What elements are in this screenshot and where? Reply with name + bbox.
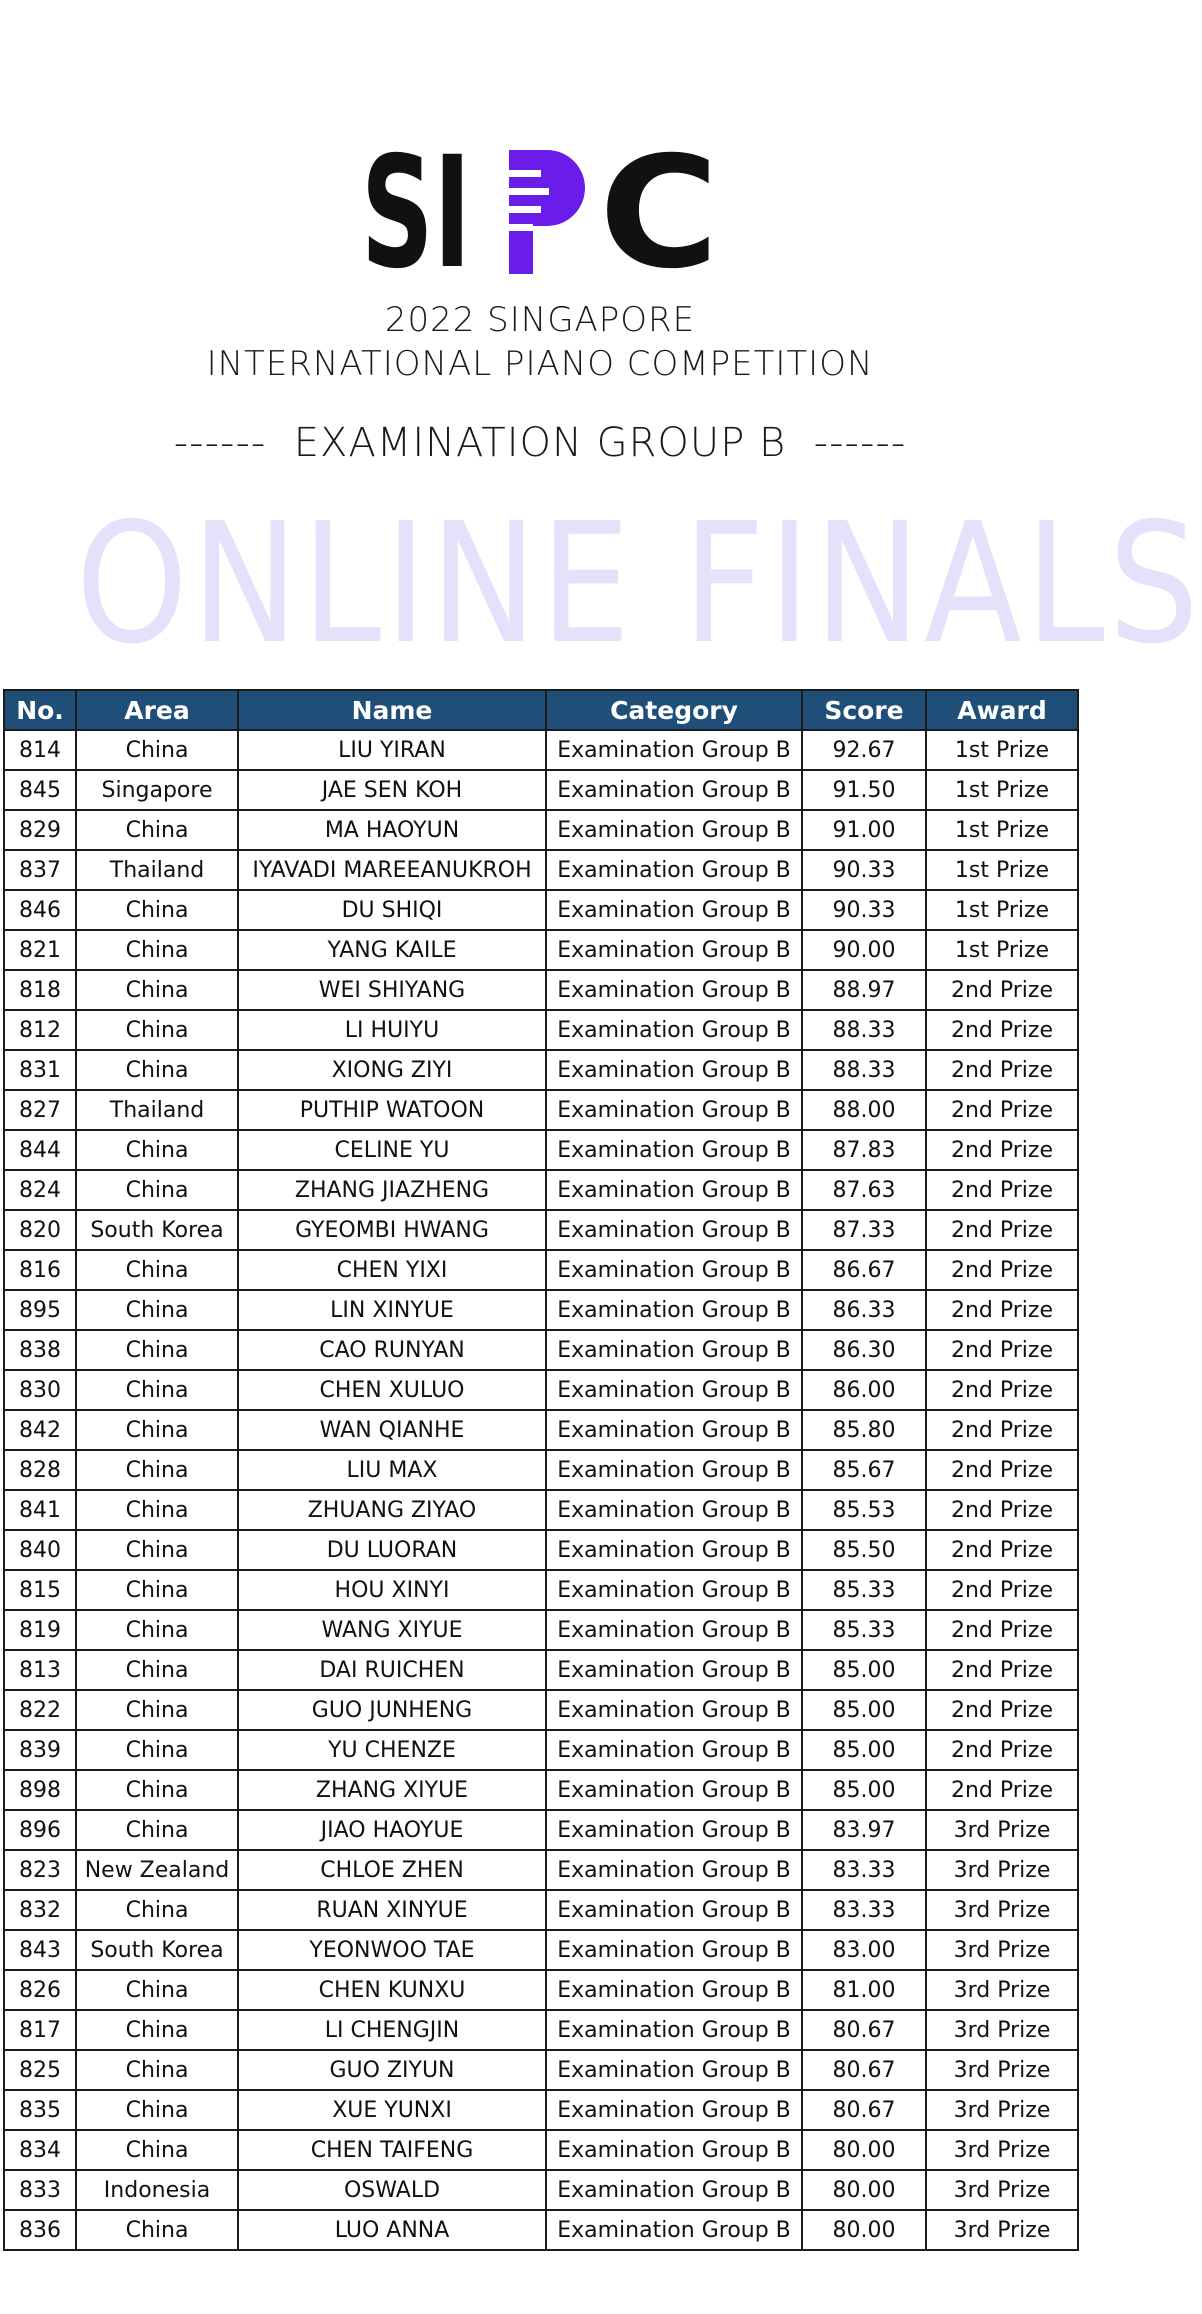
cell-no: 843 <box>4 1930 76 1970</box>
table-row <box>4 1010 1078 1050</box>
cell-score: 85.50 <box>802 1530 926 1570</box>
cell-no: 826 <box>4 1970 76 2010</box>
cell-no: 898 <box>4 1770 76 1810</box>
table-row <box>4 1250 1078 1290</box>
cell-score: 90.33 <box>802 890 926 930</box>
cell-score: 86.00 <box>802 1370 926 1410</box>
results-table <box>3 689 1079 2251</box>
cell-name: RUAN XINYUE <box>238 1890 546 1930</box>
cell-category: Examination Group B <box>546 1170 802 1210</box>
cell-score: 86.33 <box>802 1290 926 1330</box>
cell-no: 896 <box>4 1810 76 1850</box>
cell-award: 2nd Prize <box>926 1130 1078 1170</box>
cell-area: China <box>76 1170 238 1210</box>
cell-award: 2nd Prize <box>926 1250 1078 1290</box>
cell-area: China <box>76 810 238 850</box>
cell-category: Examination Group B <box>546 1010 802 1050</box>
cell-name: GUO ZIYUN <box>238 2050 546 2090</box>
cell-name: CELINE YU <box>238 1130 546 1170</box>
cell-area: China <box>76 1770 238 1810</box>
cell-area: China <box>76 1450 238 1490</box>
cell-no: 824 <box>4 1170 76 1210</box>
cell-score: 86.67 <box>802 1250 926 1290</box>
cell-area: China <box>76 890 238 930</box>
cell-no: 838 <box>4 1330 76 1370</box>
cell-award: 3rd Prize <box>926 2210 1078 2250</box>
cell-no: 836 <box>4 2210 76 2250</box>
cell-award: 2nd Prize <box>926 1330 1078 1370</box>
cell-no: 822 <box>4 1690 76 1730</box>
cell-name: XIONG ZIYI <box>238 1050 546 1090</box>
cell-category: Examination Group B <box>546 1090 802 1130</box>
cell-score: 83.33 <box>802 1890 926 1930</box>
cell-award: 1st Prize <box>926 890 1078 930</box>
cell-award: 2nd Prize <box>926 1730 1078 1770</box>
cell-no: 834 <box>4 2130 76 2170</box>
cell-name: LI CHENGJIN <box>238 2010 546 2050</box>
table-row <box>4 1170 1078 1210</box>
cell-award: 2nd Prize <box>926 1570 1078 1610</box>
cell-name: XUE YUNXI <box>238 2090 546 2130</box>
table-row <box>4 1410 1078 1450</box>
cell-name: YU CHENZE <box>238 1730 546 1770</box>
group-subtitle: ------ EXAMINATION GROUP B ------ <box>173 420 907 466</box>
cell-no: 837 <box>4 850 76 890</box>
cell-score: 83.00 <box>802 1930 926 1970</box>
cell-name: CAO RUNYAN <box>238 1330 546 1370</box>
cell-no: 831 <box>4 1050 76 1090</box>
cell-award: 1st Prize <box>926 730 1078 770</box>
cell-name: PUTHIP WATOON <box>238 1090 546 1130</box>
cell-no: 814 <box>4 730 76 770</box>
table-row <box>4 1490 1078 1530</box>
table-row <box>4 1930 1078 1970</box>
cell-area: China <box>76 1130 238 1170</box>
online-finals-watermark: ONLINE FINALS <box>75 488 1202 681</box>
cell-score: 85.33 <box>802 1610 926 1650</box>
cell-area: China <box>76 1970 238 2010</box>
cell-name: ZHUANG ZIYAO <box>238 1490 546 1530</box>
table-row <box>4 1130 1078 1170</box>
cell-area: China <box>76 2210 238 2250</box>
col-header-area: Area <box>76 690 238 730</box>
cell-area: South Korea <box>76 1930 238 1970</box>
cell-name: MA HAOYUN <box>238 810 546 850</box>
cell-area: China <box>76 1570 238 1610</box>
table-row <box>4 1450 1078 1490</box>
table-row <box>4 930 1078 970</box>
svg-text:C: C <box>599 124 719 303</box>
cell-no: 818 <box>4 970 76 1010</box>
cell-name: LIU YIRAN <box>238 730 546 770</box>
cell-score: 83.97 <box>802 1810 926 1850</box>
cell-no: 815 <box>4 1570 76 1610</box>
cell-category: Examination Group B <box>546 1370 802 1410</box>
cell-area: China <box>76 1730 238 1770</box>
col-header-no: No. <box>4 690 76 730</box>
table-row <box>4 1650 1078 1690</box>
cell-score: 85.00 <box>802 1690 926 1730</box>
cell-category: Examination Group B <box>546 2050 802 2090</box>
cell-no: 832 <box>4 1890 76 1930</box>
cell-no: 829 <box>4 810 76 850</box>
cell-name: JAE SEN KOH <box>238 770 546 810</box>
cell-award: 2nd Prize <box>926 1370 1078 1410</box>
cell-category: Examination Group B <box>546 1730 802 1770</box>
col-header-award: Award <box>926 690 1078 730</box>
cell-category: Examination Group B <box>546 1050 802 1090</box>
cell-score: 80.00 <box>802 2210 926 2250</box>
cell-no: 812 <box>4 1010 76 1050</box>
cell-award: 3rd Prize <box>926 1810 1078 1850</box>
cell-award: 3rd Prize <box>926 2050 1078 2090</box>
cell-name: CHEN YIXI <box>238 1250 546 1290</box>
cell-category: Examination Group B <box>546 1930 802 1970</box>
cell-no: 895 <box>4 1290 76 1330</box>
cell-area: China <box>76 2130 238 2170</box>
table-row <box>4 770 1078 810</box>
cell-area: Singapore <box>76 770 238 810</box>
cell-name: DAI RUICHEN <box>238 1650 546 1690</box>
cell-name: WEI SHIYANG <box>238 970 546 1010</box>
cell-no: 842 <box>4 1410 76 1450</box>
cell-name: YEONWOO TAE <box>238 1930 546 1970</box>
cell-no: 816 <box>4 1250 76 1290</box>
cell-score: 85.67 <box>802 1450 926 1490</box>
table-row <box>4 810 1078 850</box>
table-row <box>4 1850 1078 1890</box>
cell-score: 87.83 <box>802 1130 926 1170</box>
cell-award: 2nd Prize <box>926 1450 1078 1490</box>
cell-award: 3rd Prize <box>926 1970 1078 2010</box>
table-row <box>4 970 1078 1010</box>
cell-category: Examination Group B <box>546 1850 802 1890</box>
cell-category: Examination Group B <box>546 930 802 970</box>
cell-score: 92.67 <box>802 730 926 770</box>
cell-area: China <box>76 2010 238 2050</box>
cell-area: China <box>76 2050 238 2090</box>
table-row <box>4 1970 1078 2010</box>
table-row <box>4 1610 1078 1650</box>
cell-category: Examination Group B <box>546 850 802 890</box>
cell-score: 83.33 <box>802 1850 926 1890</box>
cell-award: 2nd Prize <box>926 1530 1078 1570</box>
table-row <box>4 2090 1078 2130</box>
cell-score: 90.00 <box>802 930 926 970</box>
cell-category: Examination Group B <box>546 2090 802 2130</box>
cell-award: 1st Prize <box>926 850 1078 890</box>
table-row <box>4 890 1078 930</box>
table-row <box>4 1530 1078 1570</box>
cell-category: Examination Group B <box>546 1570 802 1610</box>
cell-category: Examination Group B <box>546 770 802 810</box>
cell-category: Examination Group B <box>546 1450 802 1490</box>
cell-category: Examination Group B <box>546 1650 802 1690</box>
cell-area: China <box>76 1810 238 1850</box>
cell-name: LIN XINYUE <box>238 1290 546 1330</box>
cell-name: HOU XINYI <box>238 1570 546 1610</box>
cell-award: 3rd Prize <box>926 1930 1078 1970</box>
table-row <box>4 2170 1078 2210</box>
table-row <box>4 1810 1078 1850</box>
title-line-1: 2022 SINGAPORE <box>384 300 696 340</box>
table-row <box>4 1050 1078 1090</box>
cell-name: LIU MAX <box>238 1450 546 1490</box>
cell-area: China <box>76 1050 238 1090</box>
table-row <box>4 1330 1078 1370</box>
cell-score: 86.30 <box>802 1330 926 1370</box>
cell-area: China <box>76 930 238 970</box>
cell-name: JIAO HAOYUE <box>238 1810 546 1850</box>
cell-award: 2nd Prize <box>926 1610 1078 1650</box>
cell-area: China <box>76 1890 238 1930</box>
cell-category: Examination Group B <box>546 1530 802 1570</box>
cell-area: Thailand <box>76 1090 238 1130</box>
cell-category: Examination Group B <box>546 970 802 1010</box>
cell-award: 1st Prize <box>926 930 1078 970</box>
cell-category: Examination Group B <box>546 1690 802 1730</box>
cell-no: 817 <box>4 2010 76 2050</box>
cell-award: 3rd Prize <box>926 2130 1078 2170</box>
table-row <box>4 730 1078 770</box>
cell-name: DU LUORAN <box>238 1530 546 1570</box>
cell-category: Examination Group B <box>546 1490 802 1530</box>
cell-no: 841 <box>4 1490 76 1530</box>
cell-name: IYAVADI MAREEANUKROH <box>238 850 546 890</box>
cell-no: 844 <box>4 1130 76 1170</box>
cell-category: Examination Group B <box>546 1210 802 1250</box>
cell-no: 828 <box>4 1450 76 1490</box>
table-header-row <box>4 690 1078 730</box>
cell-award: 2nd Prize <box>926 1210 1078 1250</box>
cell-score: 85.80 <box>802 1410 926 1450</box>
cell-area: China <box>76 1290 238 1330</box>
cell-area: China <box>76 1650 238 1690</box>
cell-name: CHEN XULUO <box>238 1370 546 1410</box>
cell-area: China <box>76 1490 238 1530</box>
cell-no: 819 <box>4 1610 76 1650</box>
cell-score: 88.33 <box>802 1010 926 1050</box>
svg-text:SI: SI <box>361 124 471 303</box>
cell-name: YANG KAILE <box>238 930 546 970</box>
cell-score: 88.97 <box>802 970 926 1010</box>
cell-area: China <box>76 2090 238 2130</box>
cell-award: 2nd Prize <box>926 1290 1078 1330</box>
table-row <box>4 2130 1078 2170</box>
piano-keys-p-icon <box>509 150 585 274</box>
cell-name: LUO ANNA <box>238 2210 546 2250</box>
cell-no: 820 <box>4 1210 76 1250</box>
cell-score: 91.00 <box>802 810 926 850</box>
cell-name: GUO JUNHENG <box>238 1690 546 1730</box>
cell-area: China <box>76 1330 238 1370</box>
cell-name: WANG XIYUE <box>238 1610 546 1650</box>
cell-category: Examination Group B <box>546 1290 802 1330</box>
cell-award: 3rd Prize <box>926 2090 1078 2130</box>
logo-letters <box>361 124 719 303</box>
table-row <box>4 1890 1078 1930</box>
cell-name: ZHANG XIYUE <box>238 1770 546 1810</box>
cell-award: 2nd Prize <box>926 1770 1078 1810</box>
cell-area: New Zealand <box>76 1850 238 1890</box>
cell-category: Examination Group B <box>546 810 802 850</box>
table-row <box>4 1370 1078 1410</box>
cell-category: Examination Group B <box>546 1330 802 1370</box>
cell-score: 80.67 <box>802 2090 926 2130</box>
col-header-category: Category <box>546 690 802 730</box>
cell-score: 80.67 <box>802 2050 926 2090</box>
cell-award: 2nd Prize <box>926 1010 1078 1050</box>
cell-award: 3rd Prize <box>926 2170 1078 2210</box>
cell-name: ZHANG JIAZHENG <box>238 1170 546 1210</box>
cell-score: 85.53 <box>802 1490 926 1530</box>
cell-area: China <box>76 1690 238 1730</box>
cell-category: Examination Group B <box>546 2010 802 2050</box>
cell-area: Indonesia <box>76 2170 238 2210</box>
cell-score: 80.67 <box>802 2010 926 2050</box>
cell-area: China <box>76 730 238 770</box>
cell-no: 833 <box>4 2170 76 2210</box>
cell-award: 2nd Prize <box>926 1090 1078 1130</box>
cell-area: China <box>76 970 238 1010</box>
table-row <box>4 1730 1078 1770</box>
cell-area: China <box>76 1410 238 1450</box>
results-body <box>4 730 1078 2250</box>
cell-award: 2nd Prize <box>926 1650 1078 1690</box>
table-row <box>4 1210 1078 1250</box>
cell-area: Thailand <box>76 850 238 890</box>
cell-no: 839 <box>4 1730 76 1770</box>
table-row <box>4 2210 1078 2250</box>
cell-score: 85.00 <box>802 1770 926 1810</box>
table-row <box>4 1090 1078 1130</box>
cell-area: China <box>76 1370 238 1410</box>
cell-award: 3rd Prize <box>926 1890 1078 1930</box>
cell-name: CHEN TAIFENG <box>238 2130 546 2170</box>
cell-score: 88.00 <box>802 1090 926 1130</box>
cell-score: 88.33 <box>802 1050 926 1090</box>
cell-no: 827 <box>4 1090 76 1130</box>
cell-name: DU SHIQI <box>238 890 546 930</box>
cell-category: Examination Group B <box>546 1770 802 1810</box>
cell-score: 81.00 <box>802 1970 926 2010</box>
cell-name: CHEN KUNXU <box>238 1970 546 2010</box>
cell-score: 87.33 <box>802 1210 926 1250</box>
cell-no: 813 <box>4 1650 76 1690</box>
cell-award: 3rd Prize <box>926 2010 1078 2050</box>
cell-award: 2nd Prize <box>926 1690 1078 1730</box>
cell-name: OSWALD <box>238 2170 546 2210</box>
table-row <box>4 1290 1078 1330</box>
table-row <box>4 1690 1078 1730</box>
cell-award: 2nd Prize <box>926 970 1078 1010</box>
cell-category: Examination Group B <box>546 1970 802 2010</box>
cell-area: China <box>76 1610 238 1650</box>
cell-score: 85.00 <box>802 1730 926 1770</box>
col-header-score: Score <box>802 690 926 730</box>
title-line-2: INTERNATIONAL PIANO COMPETITION <box>206 344 874 384</box>
cell-area: China <box>76 1530 238 1570</box>
cell-no: 846 <box>4 890 76 930</box>
cell-no: 830 <box>4 1370 76 1410</box>
cell-score: 85.00 <box>802 1650 926 1690</box>
cell-area: China <box>76 1010 238 1050</box>
cell-category: Examination Group B <box>546 1890 802 1930</box>
cell-no: 840 <box>4 1530 76 1570</box>
cell-award: 3rd Prize <box>926 1850 1078 1890</box>
cell-area: China <box>76 1250 238 1290</box>
cell-name: CHLOE ZHEN <box>238 1850 546 1890</box>
cell-category: Examination Group B <box>546 1610 802 1650</box>
cell-award: 1st Prize <box>926 770 1078 810</box>
cell-award: 2nd Prize <box>926 1490 1078 1530</box>
table-row <box>4 1570 1078 1610</box>
cell-category: Examination Group B <box>546 1410 802 1450</box>
cell-award: 2nd Prize <box>926 1410 1078 1450</box>
cell-category: Examination Group B <box>546 2210 802 2250</box>
cell-no: 823 <box>4 1850 76 1890</box>
sipc-logo <box>361 124 721 303</box>
cell-no: 825 <box>4 2050 76 2090</box>
cell-name: WAN QIANHE <box>238 1410 546 1450</box>
table-row <box>4 1770 1078 1810</box>
cell-award: 1st Prize <box>926 810 1078 850</box>
table-row <box>4 2010 1078 2050</box>
cell-category: Examination Group B <box>546 1250 802 1290</box>
cell-category: Examination Group B <box>546 1130 802 1170</box>
cell-no: 835 <box>4 2090 76 2130</box>
cell-category: Examination Group B <box>546 1810 802 1850</box>
cell-name: LI HUIYU <box>238 1010 546 1050</box>
cell-category: Examination Group B <box>546 730 802 770</box>
table-row <box>4 850 1078 890</box>
cell-score: 91.50 <box>802 770 926 810</box>
cell-category: Examination Group B <box>546 2130 802 2170</box>
table-row <box>4 2050 1078 2090</box>
cell-score: 87.63 <box>802 1170 926 1210</box>
cell-award: 2nd Prize <box>926 1050 1078 1090</box>
col-header-name: Name <box>238 690 546 730</box>
cell-score: 85.33 <box>802 1570 926 1610</box>
cell-category: Examination Group B <box>546 890 802 930</box>
cell-score: 80.00 <box>802 2170 926 2210</box>
cell-score: 90.33 <box>802 850 926 890</box>
cell-score: 80.00 <box>802 2130 926 2170</box>
cell-no: 845 <box>4 770 76 810</box>
cell-area: South Korea <box>76 1210 238 1250</box>
cell-no: 821 <box>4 930 76 970</box>
cell-category: Examination Group B <box>546 2170 802 2210</box>
cell-name: GYEOMBI HWANG <box>238 1210 546 1250</box>
cell-award: 2nd Prize <box>926 1170 1078 1210</box>
